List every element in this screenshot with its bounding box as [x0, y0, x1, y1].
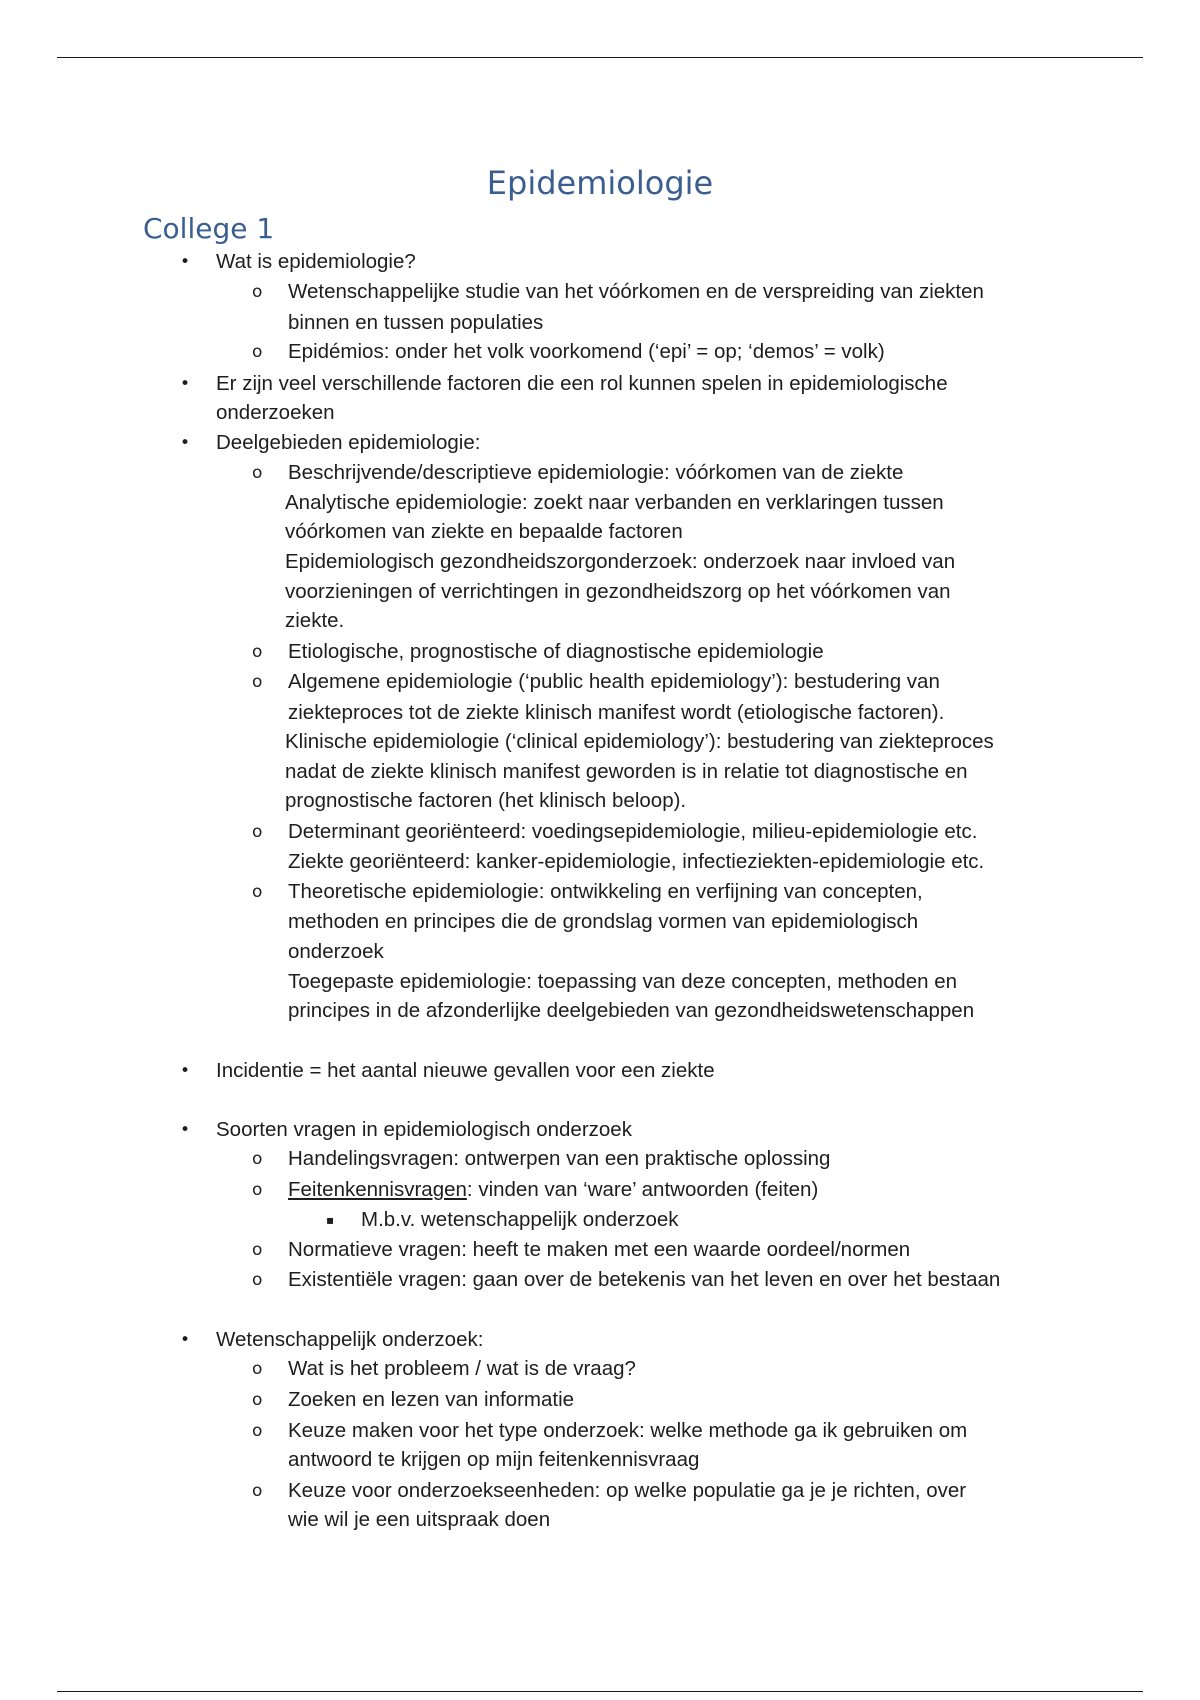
list-item: Beschrijvende/descriptieve epidemiologie: vóórkomen van de ziekte: [288, 461, 904, 484]
sub-bullet: o: [252, 463, 263, 483]
list-item: onderzoek: [288, 940, 384, 963]
section-heading: College 1: [143, 212, 275, 245]
list-item: Etiologische, prognostische of diagnostische epidemiologie: [288, 640, 824, 663]
sub-bullet: o: [252, 282, 263, 302]
sub-bullet: o: [252, 1390, 263, 1410]
list-item: Incidentie = het aantal nieuwe gevallen voor een ziekte: [216, 1059, 715, 1082]
list-item: ziekteproces tot de ziekte klinisch manifest wordt (etiologische factoren).: [288, 701, 945, 724]
list-item: [288, 1178, 818, 1202]
bullet: •: [180, 1330, 191, 1350]
sub-bullet: o: [252, 642, 263, 662]
list-item: voorzieningen of verrichtingen in gezondheidszorg op het vóórkomen van: [285, 580, 951, 603]
list-item: nadat de ziekte klinisch manifest geworden is in relatie tot diagnostische en: [285, 760, 968, 783]
list-item: vóórkomen van ziekte en bepaalde factoren: [285, 520, 683, 543]
sub-bullet: o: [252, 1270, 263, 1290]
list-item: Theoretische epidemiologie: ontwikkeling en verfijning van concepten,: [288, 880, 923, 903]
list-item: wie wil je een uitspraak doen: [288, 1508, 551, 1531]
document-title: Epidemiologie: [486, 164, 714, 202]
list-item: Analytische epidemiologie: zoekt naar verbanden en verklaringen tussen: [285, 491, 944, 514]
sub-bullet: o: [252, 1149, 263, 1169]
sub-bullet: o: [252, 822, 263, 842]
list-item: Epidémios: onder het volk voorkomend (‘epi’ = op; ‘demos’ = volk): [288, 340, 885, 363]
list-item: Algemene epidemiologie (‘public health epidemiology’): bestudering van: [288, 670, 940, 693]
sub-bullet: o: [252, 1481, 263, 1501]
sub-bullet: o: [252, 1421, 263, 1441]
list-item: Determinant georiënteerd: voedingsepidemiologie, milieu-epidemiologie etc.: [288, 820, 978, 843]
list-item: Zoeken en lezen van informatie: [288, 1388, 575, 1411]
footer-rule: [57, 1691, 1143, 1692]
list-item: principes in de afzonderlijke deelgebieden van gezondheidswetenschappen: [288, 999, 975, 1022]
sub-bullet: o: [252, 672, 263, 692]
list-item: Deelgebieden epidemiologie:: [216, 431, 481, 454]
list-item: Existentiële vragen: gaan over de betekenis van het leven en over het bestaan: [288, 1268, 1001, 1291]
list-item: ziekte.: [285, 609, 345, 632]
sub-bullet: o: [252, 882, 263, 902]
list-item: onderzoeken: [216, 401, 335, 424]
list-item: binnen en tussen populaties: [288, 311, 544, 334]
bullet: •: [180, 1061, 191, 1081]
list-item: antwoord te krijgen op mijn feitenkennisvraag: [288, 1448, 700, 1471]
list-item: methoden en principes die de grondslag vormen van epidemiologisch: [288, 910, 919, 933]
bullet: •: [180, 433, 191, 453]
header-rule: [57, 57, 1143, 58]
list-item: prognostische factoren (het klinisch beloop).: [285, 789, 687, 812]
list-item-text: : vinden van ‘ware’ antwoorden (feiten): [466, 1178, 819, 1201]
list-item: M.b.v. wetenschappelijk onderzoek: [361, 1208, 679, 1231]
list-item: Wetenschappelijke studie van het vóórkomen en de verspreiding van ziekten: [288, 280, 984, 303]
list-item: Keuze voor onderzoekseenheden: op welke populatie ga je je richten, over: [288, 1479, 967, 1502]
list-item: Toegepaste epidemiologie: toepassing van deze concepten, methoden en: [288, 970, 958, 993]
bullet: •: [180, 252, 191, 272]
list-item: Wat is het probleem / wat is de vraag?: [288, 1357, 636, 1380]
list-item: Handelingsvragen: ontwerpen van een praktische oplossing: [288, 1147, 831, 1170]
sub-sub-bullet: ▪: [326, 1213, 335, 1227]
sub-bullet: o: [252, 1359, 263, 1379]
list-item: Wat is epidemiologie?: [216, 250, 416, 273]
list-item: Er zijn veel verschillende factoren die een rol kunnen spelen in epidemiologische: [216, 372, 948, 395]
list-item: Wetenschappelijk onderzoek:: [216, 1328, 484, 1351]
list-item: Normatieve vragen: heeft te maken met een waarde oordeel/normen: [288, 1238, 911, 1261]
sub-bullet: o: [252, 342, 263, 362]
list-item: Soorten vragen in epidemiologisch onderzoek: [216, 1118, 632, 1141]
list-item: Ziekte georiënteerd: kanker-epidemiologie, infectieziekten-epidemiologie etc.: [288, 850, 985, 873]
bullet: •: [180, 1120, 191, 1140]
list-item: Klinische epidemiologie (‘clinical epidemiology’): bestudering van ziekteproces: [285, 730, 994, 753]
list-item: Epidemiologisch gezondheidszorgonderzoek: onderzoek naar invloed van: [285, 550, 956, 573]
list-item: Keuze maken voor het type onderzoek: welke methode ga ik gebruiken om: [288, 1419, 968, 1442]
bullet: •: [180, 374, 191, 394]
sub-bullet: o: [252, 1180, 263, 1200]
underlined-term: Feitenkennisvragen: [288, 1178, 467, 1201]
sub-bullet: o: [252, 1240, 263, 1260]
